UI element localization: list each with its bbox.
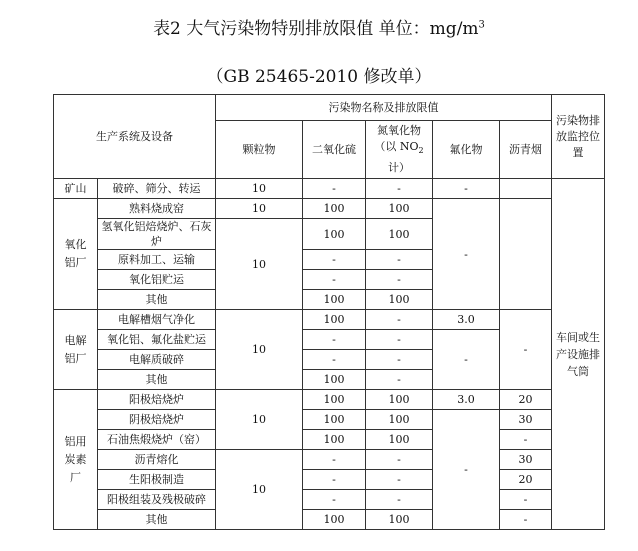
value-cell: -: [366, 490, 433, 510]
eq-cell: 熟料烧成窑: [98, 199, 216, 219]
value-cell: -: [303, 450, 366, 470]
header-pm: 颗粒物: [216, 121, 303, 179]
value-cell: 10: [216, 310, 303, 390]
value-cell: [500, 179, 552, 199]
value-cell: 100: [303, 510, 366, 530]
value-cell: 100: [366, 390, 433, 410]
eq-cell: 阳极焙烧炉: [98, 390, 216, 410]
value-cell: 20: [500, 390, 552, 410]
eq-cell: 其他: [98, 510, 216, 530]
value-cell: 10: [216, 199, 303, 219]
header-fluoride: 氟化物: [433, 121, 500, 179]
value-cell: 30: [500, 450, 552, 470]
sys-alumina: 氧化铝厂: [54, 199, 98, 310]
table-title: 表2 大气污染物特别排放限值 单位：$mg/m^3$: [153, 19, 485, 39]
value-cell: -: [366, 370, 433, 390]
value-cell: -: [500, 430, 552, 450]
header-nox: 氮氧化物 （以 $NO_2$ 计）: [366, 121, 433, 179]
value-cell: 100: [303, 370, 366, 390]
value-cell: -: [366, 270, 433, 290]
value-cell: 100: [366, 199, 433, 219]
value-cell: -: [366, 450, 433, 470]
emission-limits-table: [53, 94, 605, 530]
table-subtitle: （GB 25465-2010 修改单）: [206, 67, 432, 87]
value-cell: 100: [303, 199, 366, 219]
value-cell: 10: [216, 219, 303, 310]
value-cell: 100: [303, 410, 366, 430]
value-cell: -: [500, 510, 552, 530]
value-cell: -: [500, 310, 552, 390]
value-cell: -: [303, 179, 366, 199]
value-cell: 20: [500, 470, 552, 490]
value-cell: -: [366, 179, 433, 199]
monitor-location: 车间或生产设施排气筒: [552, 179, 605, 530]
value-cell: 100: [366, 430, 433, 450]
value-cell: -: [433, 199, 500, 310]
value-cell: -: [366, 350, 433, 370]
eq-cell: 电解质破碎: [98, 350, 216, 370]
eq-cell: 氢氧化铝焙烧炉、石灰炉: [98, 219, 216, 250]
value-cell: -: [303, 350, 366, 370]
value-cell: -: [366, 470, 433, 490]
value-cell: 3.0: [433, 310, 500, 330]
value-cell: 100: [366, 510, 433, 530]
eq-cell: 氧化铝、氟化盐贮运: [98, 330, 216, 350]
eq-cell: 生阳极制造: [98, 470, 216, 490]
sys-mine: 矿山: [54, 179, 98, 199]
value-cell: -: [303, 470, 366, 490]
header-group: 污染物名称及排放限值: [216, 95, 552, 121]
value-cell: -: [303, 270, 366, 290]
value-cell: 100: [366, 410, 433, 430]
eq-cell: 原料加工、运输: [98, 250, 216, 270]
header-so2: 二氧化硫: [303, 121, 366, 179]
value-cell: 100: [303, 219, 366, 250]
value-cell: 100: [303, 290, 366, 310]
sys-electrolysis: 电解铝厂: [54, 310, 98, 390]
eq-cell: 其他: [98, 290, 216, 310]
sys-carbon: 铝用炭素厂: [54, 390, 98, 530]
value-cell: 10: [216, 390, 303, 450]
value-cell: 100: [303, 310, 366, 330]
value-cell: [500, 199, 552, 310]
value-cell: 3.0: [433, 390, 500, 410]
eq-cell: 阳极组装及残极破碎: [98, 490, 216, 510]
value-cell: 100: [366, 290, 433, 310]
value-cell: 10: [216, 450, 303, 530]
value-cell: 100: [303, 390, 366, 410]
value-cell: -: [366, 250, 433, 270]
value-cell: -: [433, 179, 500, 199]
eq-cell: 石油焦煅烧炉（窑）: [98, 430, 216, 450]
value-cell: -: [303, 330, 366, 350]
value-cell: -: [303, 490, 366, 510]
value-cell: 10: [216, 179, 303, 199]
eq-cell: 阴极焙烧炉: [98, 410, 216, 430]
value-cell: 100: [303, 430, 366, 450]
value-cell: -: [433, 410, 500, 530]
value-cell: -: [366, 310, 433, 330]
eq-cell: 氧化铝贮运: [98, 270, 216, 290]
value-cell: 30: [500, 410, 552, 430]
value-cell: 100: [366, 219, 433, 250]
value-cell: -: [366, 330, 433, 350]
value-cell: -: [433, 330, 500, 390]
eq-cell: 沥青熔化: [98, 450, 216, 470]
header-pitch: 沥青烟: [500, 121, 552, 179]
eq-cell: 其他: [98, 370, 216, 390]
header-monitor: 污染物排放监控位置: [552, 95, 605, 179]
eq-cell: 电解槽烟气净化: [98, 310, 216, 330]
header-system: 生产系统及设备: [54, 95, 216, 179]
value-cell: -: [500, 490, 552, 510]
eq-cell: 破碎、筛分、转运: [98, 179, 216, 199]
value-cell: -: [303, 250, 366, 270]
